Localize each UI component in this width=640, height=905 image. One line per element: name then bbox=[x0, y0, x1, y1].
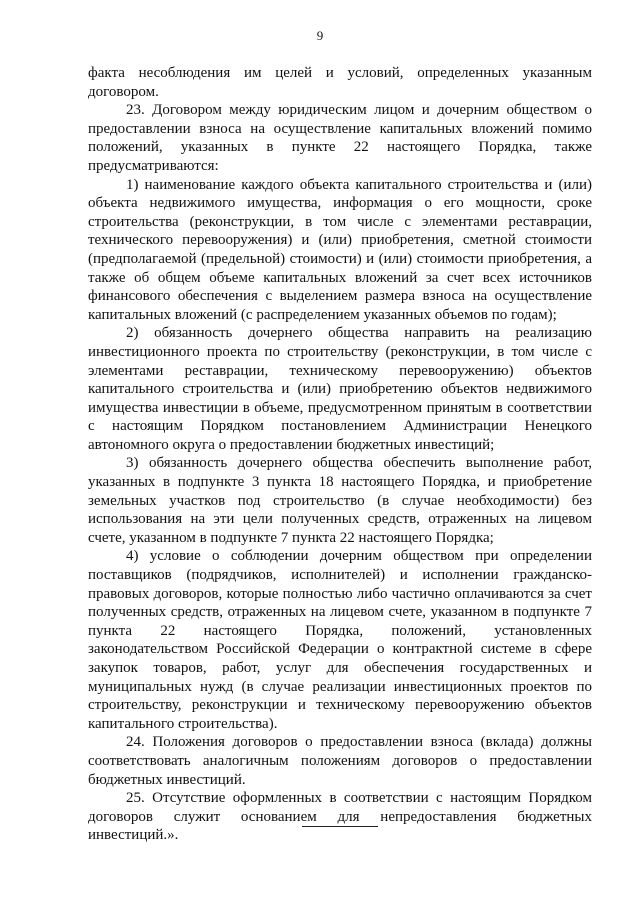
paragraph-subitem-2: 2) обязанность дочернего общества направить на реализацию инвестиционного проекта по строительству (реконструкции, в том числе с элементами реставрации, техническому перевооружению) объектов капитального строительства и (или) приобретению объектов недвижимого имущества инвестиции в объеме, предусмотренном принятым в соответствии с настоящим Порядком постановлением Администрации Ненецкого автономного округа о предоставлении бюджетных инвестиций; bbox=[88, 325, 592, 453]
paragraph-item-25: 25. Отсутствие оформленных в соответствии с настоящим Порядком договоров служит основанием для непредоставления бюджетных инвестиций.». bbox=[88, 790, 592, 844]
paragraph-continuation: факта несоблюдения им целей и условий, определенных указанным договором. bbox=[88, 65, 592, 100]
paragraph-subitem-3: 3) обязанность дочернего общества обеспечить выполнение работ, указанных в подпункте 3 пункта 18 настоящего Порядка, и приобретение земельных участков под строительство (в случае необходимости) без использования на эти цели полученных средств, отраженных на лицевом счете, указанном в подпункте 7 пункта 22 настоящего Порядка; bbox=[88, 455, 592, 546]
paragraph-subitem-4: 4) условие о соблюдении дочерним обществом при определении поставщиков (подрядчиков, исполнителей) и исполнении гражданско-правовых договоров, которые полностью либо частично оплачиваются за счет полученных средств, отраженных на лицевом счете, указанном в подпункте 7 пункта 22 настоящего Порядка, положений, установленных законодательством Российской Федерации о контрактной системе в сфере закупок товаров, работ, услуг для обеспечения государственных и муниципальных нужд (в случае реализации инвестиционных проектов по строительству, реконструкции и техническому перевооружению объектов капитального строительства). bbox=[88, 548, 592, 732]
paragraph-item-23: 23. Договором между юридическим лицом и дочерним обществом о предоставлении взноса на осуществление капитальных вложений помимо положений, указанных в пункте 22 настоящего Порядка, также предусматриваются: bbox=[88, 102, 592, 174]
paragraph-item-24: 24. Положения договоров о предоставлении взноса (вклада) должны соответствовать аналогичным положениям договоров о предоставлении бюджетных инвестиций. bbox=[88, 734, 592, 788]
end-of-text-rule bbox=[302, 826, 378, 827]
paragraph-subitem-1: 1) наименование каждого объекта капитального строительства и (или) объекта недвижимого имущества, информация о его мощности, сроке строительства (реконструкции, в том числе с элементами реставрации, технического перевооружения) и (или) приобретения, сметной стоимости (предполагаемой (предельной) стоимости) и (или) стоимости приобретения, а также об общем объеме капитальных вложений за счет всех источников финансового обеспечения с выделением размера взноса на осуществление капитальных вложений (с распределением указанных объемов по годам); bbox=[88, 176, 592, 323]
document-body bbox=[88, 64, 592, 845]
page-number: 9 bbox=[316, 28, 324, 43]
